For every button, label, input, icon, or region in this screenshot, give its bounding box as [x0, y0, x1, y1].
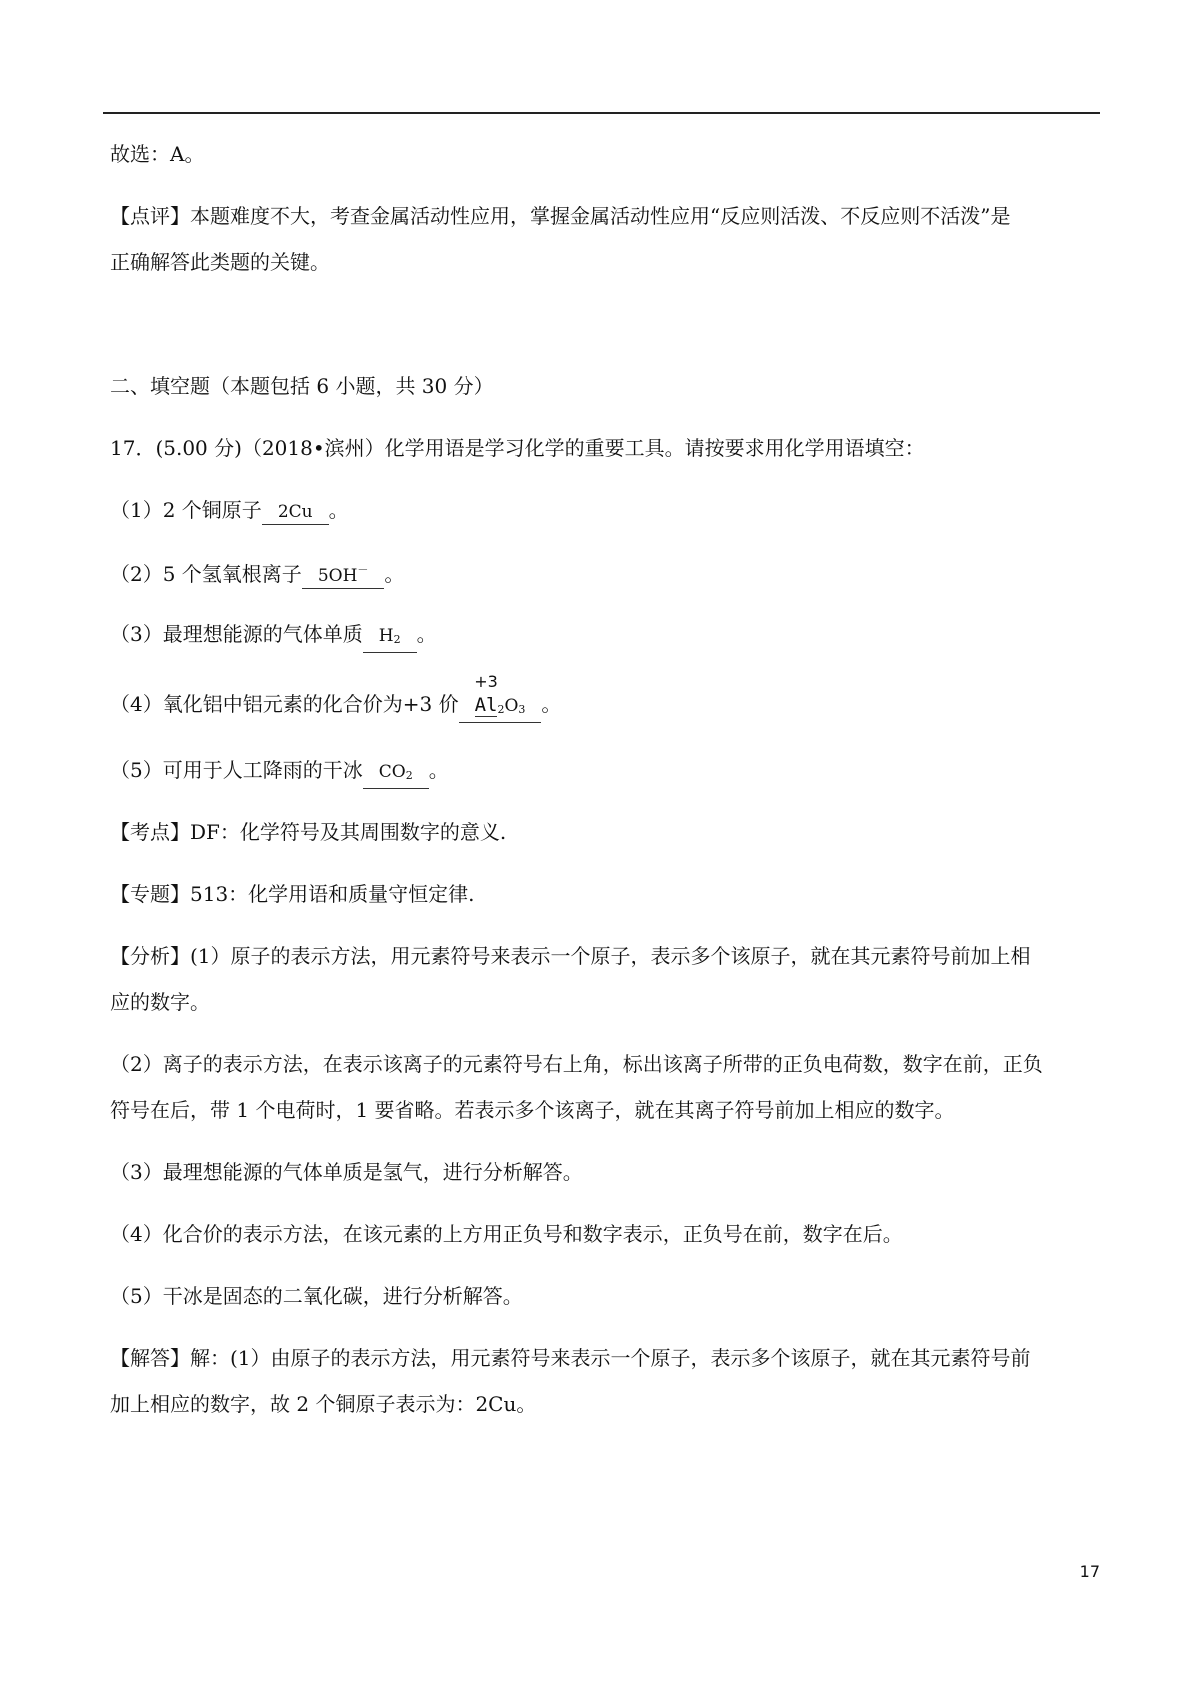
section-heading: 二、填空题（本题包括 6 小题，共 30 分）: [110, 374, 494, 398]
answer-rest: O: [504, 696, 519, 716]
fill-item-2: [110, 558, 404, 589]
fill-item-5: [110, 756, 449, 789]
choice-line: 故选：A。: [110, 142, 205, 166]
answer-text: CO: [378, 762, 406, 782]
subscript: 2: [497, 703, 505, 716]
analysis-line-4: （4）化合价的表示方法，在该元素的上方用正负号和数字表示，正负号在前，数字在后。: [110, 1222, 903, 1246]
fill-item-3: [110, 620, 437, 653]
page-number: 17: [1079, 1562, 1100, 1581]
kaodian-line: 【考点】DF：化学符号及其周围数字的意义.: [110, 820, 507, 844]
subscript: 2: [393, 633, 401, 646]
analysis-line-2a: （2）离子的表示方法，在表示该离子的元素符号右上角，标出该离子所带的正负电荷数，数字在前，正负: [110, 1052, 1043, 1076]
answer-line-1a: 【解答】解：(1）由原子的表示方法，用元素符号来表示一个原子，表示多个该原子，就在其元素符号前: [110, 1346, 1031, 1370]
zhuanti-line: 【专题】513：化学用语和质量守恒定律.: [110, 882, 475, 906]
answer-text: 5OH: [317, 566, 358, 586]
item-prefix: （3）最理想能源的气体单质: [110, 622, 363, 646]
valence-element: [474, 672, 498, 717]
answer-blank: [363, 622, 417, 653]
item-suffix: 。: [541, 692, 562, 716]
item-prefix: （4）氧化铝中铝元素的化合价为+3 价: [110, 692, 459, 716]
answer-blank: [302, 558, 385, 589]
analysis-line-3: （3）最理想能源的气体单质是氢气，进行分析解答。: [110, 1160, 583, 1184]
fill-item-1: [110, 496, 349, 525]
analysis-line-2b: 符号在后，带 1 个电荷时，1 要省略。若表示多个该离子，就在其离子符号前加上相应的数字。: [110, 1098, 955, 1122]
element-symbol: Al: [474, 694, 498, 716]
fill-item-4: [110, 672, 562, 723]
item-suffix: 。: [328, 498, 349, 522]
answer-line-1b: 加上相应的数字，故 2 个铜原子表示为：2Cu。: [110, 1392, 537, 1416]
answer-text: H: [378, 626, 394, 646]
answer-text: 2Cu: [277, 502, 313, 522]
item-prefix: （1）2 个铜原子: [110, 498, 262, 522]
comment-line-2: 正确解答此类题的关键。: [110, 250, 330, 274]
answer-blank: [262, 498, 329, 525]
charge-superscript: －: [357, 563, 369, 576]
answer-blank: [459, 672, 542, 723]
question-17: 17．(5.00 分)（2018•滨州）化学用语是学习化学的重要工具。请按要求用化学用语填空：: [110, 436, 925, 460]
item-prefix: （2）5 个氢氧根离子: [110, 562, 302, 586]
analysis-line-5: （5）干冰是固态的二氧化碳，进行分析解答。: [110, 1284, 523, 1308]
answer-blank: [363, 758, 429, 789]
item-suffix: 。: [428, 758, 449, 782]
comment-line-1: 【点评】本题难度不大，考查金属活动性应用，掌握金属活动性应用“反应则活泼、不反应则不活泼”是: [110, 204, 1011, 228]
item-suffix: 。: [416, 622, 437, 646]
header-rule: [103, 112, 1100, 114]
analysis-line-1b: 应的数字。: [110, 990, 210, 1014]
item-prefix: （5）可用于人工降雨的干冰: [110, 758, 363, 782]
subscript: 3: [518, 703, 526, 716]
item-suffix: 。: [384, 562, 405, 586]
valence-mark: +3: [474, 672, 498, 691]
subscript: 2: [405, 769, 413, 782]
analysis-line-1a: 【分析】(1）原子的表示方法，用元素符号来表示一个原子，表示多个该原子，就在其元素符号前加上相: [110, 944, 1031, 968]
